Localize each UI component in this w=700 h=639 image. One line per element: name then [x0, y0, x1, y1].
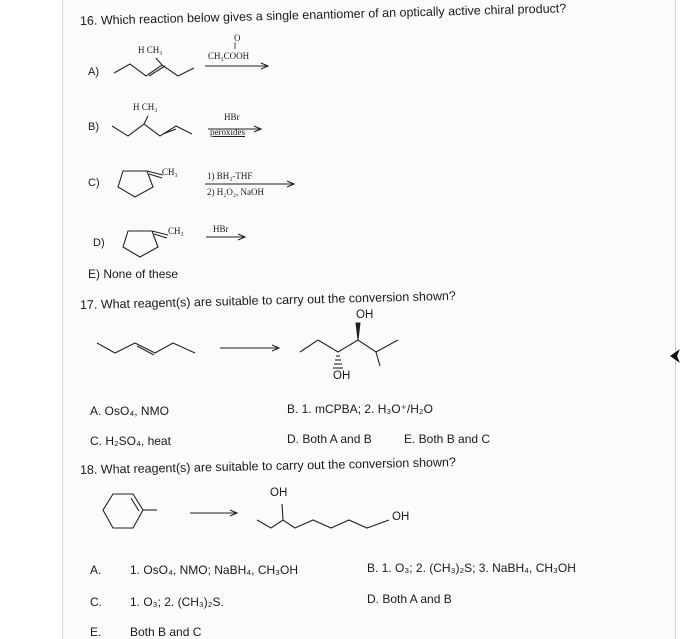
- q17-question: 17. What reagent(s) are suitable to carry out the conversion shown?: [79, 288, 456, 312]
- q16-a-substituents: H CH₃: [138, 45, 163, 55]
- q16-d-reagent-hbr: HBr: [213, 224, 229, 234]
- q16-a-alkene-structure: [110, 56, 210, 86]
- q18-option-b: B. 1. O₃; 2. (CH₃)₂S; 3. NaBH₄, CH₃OH: [367, 561, 576, 575]
- q18-option-c: 1. O₃; 2. (CH₃)₂S.: [130, 595, 224, 609]
- q17-option-b: B. 1. mCPBA; 2. H₃O⁺/H₂O: [287, 402, 433, 416]
- q18-option-d: D. Both A and B: [367, 592, 452, 606]
- q18-product-oh-end: OH: [392, 511, 410, 523]
- q16-b-reagent-hbr: HBr: [224, 112, 240, 122]
- q17-option-d: D. Both A and B: [287, 432, 372, 446]
- q18-diol-product-structure: [255, 500, 405, 535]
- q16-c-reagent-step2: 2) H₂O₂, NaOH: [207, 187, 265, 197]
- q16-question: 16. Which reaction below gives a single enantiomer of an optically active chiral product?: [79, 1, 567, 28]
- q16-option-d-label: D): [93, 237, 105, 249]
- q16-option-a-label: A): [88, 66, 99, 78]
- q17-diol-product-structure: [298, 320, 408, 380]
- cursor-arrow-icon: [668, 346, 682, 366]
- q16-b-alkene-structure: [110, 112, 210, 142]
- q17-starting-alkene-structure: [95, 335, 205, 360]
- q18-option-e-letter: E.: [90, 625, 102, 639]
- q18-product-oh-top: OH: [270, 487, 288, 499]
- q16-a-reagent-o: O: [234, 33, 241, 43]
- q17-arrow: [220, 344, 285, 354]
- q17-option-a: A. OsO₄, NMO: [90, 404, 169, 418]
- q16-c-reagent-step1: 1) BH₃-THF: [207, 171, 253, 181]
- q16-a-reagent: CH₃COOH: [208, 51, 250, 61]
- q16-d-arrow: [206, 234, 251, 244]
- q18-cyclohexene-structure: [95, 490, 165, 540]
- q17-option-e: E. Both B and C: [404, 432, 491, 446]
- q18-option-c-letter: C.: [90, 595, 102, 609]
- q16-d-substituent: CH₃: [168, 226, 184, 236]
- q18-option-e: Both B and C: [130, 625, 202, 639]
- q16-option-c-label: C): [88, 177, 100, 189]
- q16-a-reagent-bond: ‖: [234, 41, 237, 51]
- q16-option-b-label: B): [88, 121, 99, 133]
- q18-option-a-letter: A.: [90, 563, 102, 577]
- q18-option-a: 1. OsO₄, NMO; NaBH₄, CH₃OH: [130, 563, 299, 577]
- q17-product-oh-top: OH: [356, 309, 374, 321]
- q17-option-c: C. H₂SO₄, heat: [90, 434, 171, 448]
- q16-c-substituent: CH₃: [162, 167, 178, 177]
- q17-product-oh-bottom: OH: [333, 370, 351, 382]
- q18-question: 18. What reagent(s) are suitable to carry out the conversion shown?: [79, 455, 456, 477]
- q16-a-arrow: [205, 62, 275, 72]
- q16-b-substituents: H CH₃: [133, 102, 158, 112]
- q18-arrow: [190, 509, 245, 519]
- q16-option-e: E) None of these: [88, 267, 179, 281]
- q16-b-reagent-peroxides: peroxides: [210, 127, 245, 137]
